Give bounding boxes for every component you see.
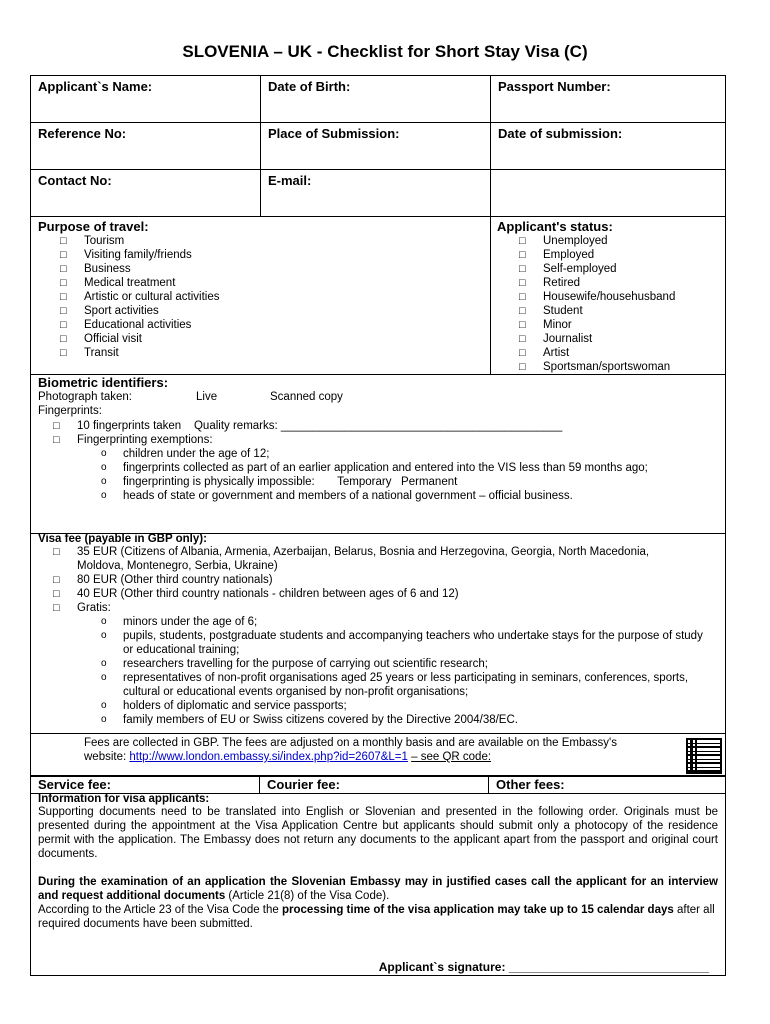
info-paragraph-2-bold: During the examination of an application the Slovenian Embassy may in justified cases call the applicant for an interview and request additional documents xyxy=(38,876,718,902)
info-paragraph-3-bold: processing time of the visa application may take up to 15 calendar days xyxy=(282,904,674,916)
applicant-signature-line[interactable]: Applicant`s signature: ______________________________ xyxy=(378,960,709,974)
gratis-item: o holders of diplomatic and service passports; xyxy=(31,699,725,713)
date-of-birth-label: Date of Birth: xyxy=(268,79,351,94)
email-field[interactable] xyxy=(261,170,491,217)
courier-fee-field[interactable] xyxy=(260,776,489,794)
photograph-row xyxy=(38,390,718,404)
reference-no-field[interactable] xyxy=(31,123,261,170)
photograph-label: Photograph taken: xyxy=(38,391,132,403)
passport-number-label: Passport Number: xyxy=(498,79,611,94)
purpose-option[interactable]: □ Sport activities xyxy=(38,304,478,318)
info-heading: Information for visa applicants: xyxy=(38,793,210,805)
applicant-status xyxy=(497,219,722,374)
visa-fee-options xyxy=(31,545,725,615)
info-paragraph-2 xyxy=(38,875,718,903)
exemptions-option[interactable]: □ Fingerprinting exemptions: xyxy=(31,433,725,447)
status-option[interactable]: □ Student xyxy=(497,304,722,318)
fees-table xyxy=(30,775,726,794)
spacer xyxy=(38,861,718,875)
passport-number-field[interactable] xyxy=(491,76,726,123)
status-list xyxy=(497,234,722,374)
see-qr-text: – see QR code: xyxy=(411,751,492,763)
date-of-birth-field[interactable] xyxy=(261,76,491,123)
column-divider xyxy=(490,217,491,374)
ten-fingerprints-option[interactable] xyxy=(31,419,725,433)
fee-note xyxy=(84,736,644,764)
fee-note-text: Fees are collected in GBP. The fees are adjusted on a monthly basis and are available on the Embassy's website: xyxy=(84,737,617,763)
exemption-item xyxy=(31,475,725,489)
visa-fee-section xyxy=(30,533,726,734)
fee-note-section xyxy=(30,733,726,777)
status-option[interactable]: □ Journalist xyxy=(497,332,722,346)
temporary-option[interactable]: Temporary xyxy=(337,476,392,488)
purpose-option[interactable]: □ Medical treatment xyxy=(38,276,478,290)
purpose-list xyxy=(38,234,478,360)
qr-code-icon[interactable] xyxy=(686,738,722,774)
fingerprint-options xyxy=(31,419,725,447)
exemptions-list xyxy=(31,447,725,503)
gratis-list xyxy=(31,615,725,727)
gratis-item: o minors under the age of 6; xyxy=(31,615,725,629)
exemption-impossible-label: fingerprinting is physically impossible: xyxy=(123,476,315,488)
photo-scanned-option[interactable]: Scanned copy xyxy=(270,391,343,403)
status-option[interactable]: □ Sportsman/sportswoman xyxy=(497,360,722,374)
info-paragraph-2-rest: (Article 21(8) of the Visa Code). xyxy=(225,890,390,902)
embassy-website-link[interactable]: http://www.london.embassy.si/index.php?id=2607&L=1 xyxy=(129,751,408,763)
visa-fee-heading: Visa fee (payable in GBP only): xyxy=(38,533,207,545)
status-option[interactable]: □ Housewife/househusband xyxy=(497,290,722,304)
place-of-submission-field[interactable] xyxy=(261,123,491,170)
gratis-option[interactable]: □ Gratis: xyxy=(31,601,685,615)
page-title: SLOVENIA – UK - Checklist for Short Stay Visa (C) xyxy=(182,42,588,61)
status-option[interactable]: □ Self-employed xyxy=(497,262,722,276)
date-of-submission-label: Date of submission: xyxy=(498,126,623,141)
other-fees-field[interactable] xyxy=(489,776,726,794)
exemption-item: o children under the age of 12; xyxy=(31,447,725,461)
info-paragraph-3-b: after all required documents have been submitted. xyxy=(38,904,715,930)
status-option[interactable]: □ Artist xyxy=(497,346,722,360)
other-fees-label: Other fees: xyxy=(496,777,565,792)
fingerprints-label: Fingerprints: xyxy=(38,405,102,417)
applicant-details-table xyxy=(30,75,726,217)
status-heading: Applicant's status: xyxy=(497,219,613,234)
purpose-heading: Purpose of travel: xyxy=(38,219,149,234)
info-section xyxy=(30,793,726,976)
info-paragraph-1: Supporting documents need to be translated into English or Slovenian and presented in the following order. Originals must be presented during the appointment at the Visa Application Centre but applicants should submit only a photocopy of the residence permit with the application. The Embassy does not return any documents to the applicant apart from the passport and original court documents. xyxy=(38,806,718,860)
fee-80-option[interactable]: □ 80 EUR (Other third country nationals) xyxy=(31,573,685,587)
status-option[interactable]: □ Unemployed xyxy=(497,234,722,248)
service-fee-label: Service fee: xyxy=(38,777,111,792)
biometric-section xyxy=(30,374,726,534)
photo-live-option[interactable]: Live xyxy=(196,391,218,403)
date-of-submission-field[interactable] xyxy=(491,123,726,170)
biometric-heading: Biometric identifiers: xyxy=(38,375,169,390)
reference-no-label: Reference No: xyxy=(38,126,127,141)
applicant-name-label: Applicant`s Name: xyxy=(38,79,153,94)
empty-field xyxy=(491,170,726,217)
status-option[interactable]: □ Minor xyxy=(497,318,722,332)
purpose-option[interactable]: □ Transit xyxy=(38,346,478,360)
fee-35-option[interactable]: □ 35 EUR (Citizens of Albania, Armenia, Azerbaijan, Belarus, Bosnia and Herzegovina, Georgia, North Macedonia, Moldova, Montenegro, Serbia, Ukraine) xyxy=(31,545,685,573)
service-fee-field[interactable] xyxy=(31,776,260,794)
purpose-option[interactable]: □ Artistic or cultural activities xyxy=(38,290,478,304)
gratis-item: o representatives of non-profit organisations aged 25 years or less participating in seminars, conferences, sports, cultural or educational events organised by non-profit organisations; xyxy=(31,671,725,699)
contact-no-label: Contact No: xyxy=(38,173,112,188)
exemption-item: o fingerprints collected as part of an earlier application and entered into the VIS less than 59 months ago; xyxy=(31,461,725,475)
ten-fingerprints-label: 10 fingerprints taken xyxy=(77,420,182,432)
purpose-option[interactable]: □ Official visit xyxy=(38,332,478,346)
gratis-item: o pupils, students, postgraduate students and accompanying teachers who undertake stays for the purpose of study or educational training; xyxy=(31,629,725,657)
quality-remarks[interactable]: Quality remarks: ____________________________________________ xyxy=(193,420,563,432)
purpose-option[interactable]: □ Tourism xyxy=(38,234,478,248)
purpose-option[interactable]: □ Business xyxy=(38,262,478,276)
purpose-option[interactable]: □ Educational activities xyxy=(38,318,478,332)
fee-40-option[interactable]: □ 40 EUR (Other third country nationals - children between ages of 6 and 12) xyxy=(31,587,685,601)
applicant-name-field[interactable] xyxy=(31,76,261,123)
info-paragraph-3 xyxy=(38,903,718,931)
email-label: E-mail: xyxy=(268,173,312,188)
purpose-option[interactable]: □ Visiting family/friends xyxy=(38,248,478,262)
contact-no-field[interactable] xyxy=(31,170,261,217)
gratis-item: o family members of EU or Swiss citizens covered by the Directive 2004/38/EC. xyxy=(31,713,725,727)
status-option[interactable]: □ Employed xyxy=(497,248,722,262)
purpose-status-section xyxy=(30,217,726,375)
status-option[interactable]: □ Retired xyxy=(497,276,722,290)
info-paragraph-3-a: According to the Article 23 of the Visa Code the xyxy=(38,904,282,916)
place-of-submission-label: Place of Submission: xyxy=(268,126,400,141)
purpose-of-travel xyxy=(38,219,478,360)
permanent-option[interactable]: Permanent xyxy=(401,476,458,488)
exemption-item: o heads of state or government and members of a national government – official business. xyxy=(31,489,725,503)
courier-fee-label: Courier fee: xyxy=(267,777,340,792)
gratis-item: o researchers travelling for the purpose of carrying out scientific research; xyxy=(31,657,725,671)
